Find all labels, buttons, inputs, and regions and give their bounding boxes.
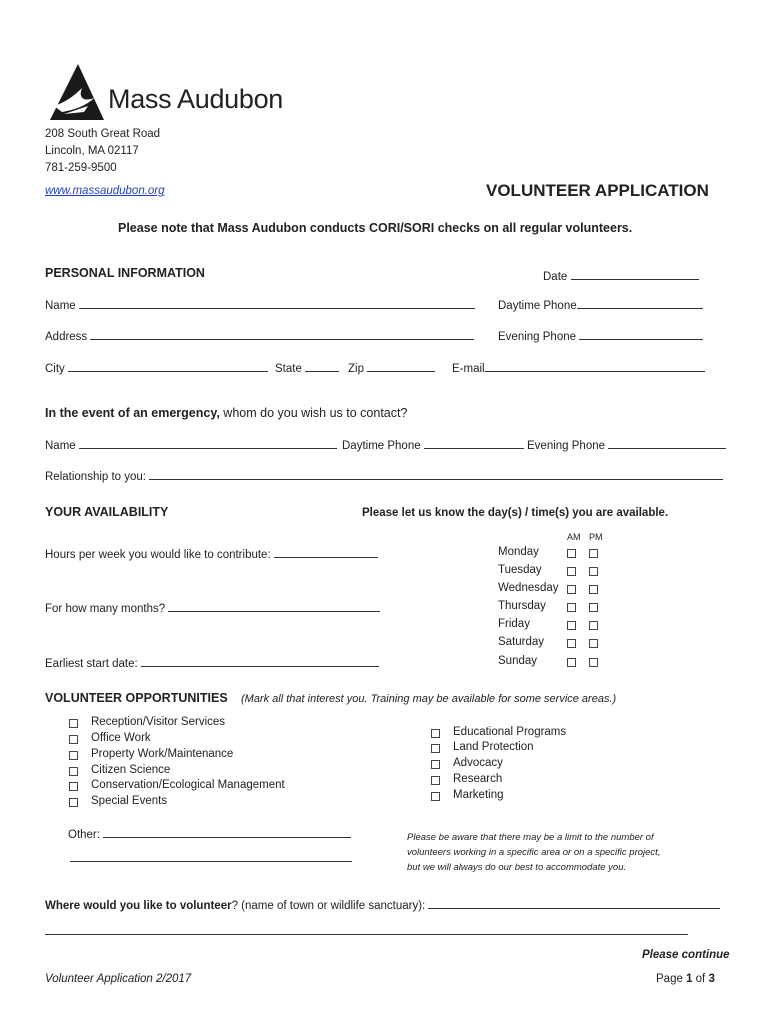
thursday-am-checkbox[interactable] <box>567 603 576 612</box>
relationship-field[interactable] <box>45 468 723 483</box>
name-label: Name <box>45 300 76 312</box>
address-label: Address <box>45 331 88 343</box>
evening-phone-label: Evening Phone <box>498 331 577 343</box>
evening-phone-field[interactable] <box>498 328 703 343</box>
emergency-heading-rest: whom do you wish us to contact? <box>219 406 408 420</box>
list-item: Land Protection <box>453 741 534 753</box>
saturday-am-checkbox[interactable] <box>567 639 576 648</box>
start-date-field[interactable] <box>45 655 379 670</box>
website-link[interactable]: www.massaudubon.org <box>45 185 165 197</box>
emergency-name-field[interactable] <box>45 437 337 452</box>
other-field[interactable] <box>68 826 351 841</box>
pm-header: PM <box>589 532 603 542</box>
months-field[interactable] <box>45 600 380 615</box>
state-field[interactable] <box>275 360 339 375</box>
where-label-rest: ? (name of town or wildlife sanctuary): <box>231 900 426 912</box>
daytime-phone-label: Daytime Phone <box>498 300 577 312</box>
mass-audubon-bird-logo-icon <box>44 62 106 122</box>
opportunities-note: (Mark all that interest you. Training may be available for some service areas.) <box>241 693 617 705</box>
zip-field[interactable] <box>348 360 435 375</box>
date-field[interactable] <box>543 268 699 283</box>
org-address-line1: 208 South Great Road <box>45 128 161 140</box>
org-phone: 781-259-9500 <box>45 162 117 174</box>
special-events-checkbox[interactable] <box>69 798 78 807</box>
page-total: 3 <box>708 973 715 985</box>
emergency-name-label: Name <box>45 440 76 452</box>
tuesday-pm-checkbox[interactable] <box>589 567 598 576</box>
email-label: E-mail <box>452 363 485 375</box>
tuesday-am-checkbox[interactable] <box>567 567 576 576</box>
personal-info-heading: PERSONAL INFORMATION <box>45 266 205 280</box>
city-label: City <box>45 363 65 375</box>
day-label: Tuesday <box>498 564 542 576</box>
emergency-daytime-phone-label: Daytime Phone <box>342 440 421 452</box>
day-label: Friday <box>498 618 530 630</box>
page-prefix: Page <box>656 973 687 985</box>
land-protection-checkbox[interactable] <box>431 744 440 753</box>
emergency-evening-phone-field[interactable] <box>527 437 726 452</box>
logo <box>44 62 304 124</box>
saturday-pm-checkbox[interactable] <box>589 639 598 648</box>
marketing-checkbox[interactable] <box>431 792 440 801</box>
property-work-checkbox[interactable] <box>69 751 78 760</box>
list-item: Advocacy <box>453 757 503 769</box>
citizen-science-checkbox[interactable] <box>69 767 78 776</box>
where-volunteer-line-2[interactable] <box>45 934 688 935</box>
other-line-2[interactable] <box>70 861 352 862</box>
list-item: Marketing <box>453 789 504 801</box>
address-field[interactable] <box>45 328 474 343</box>
list-item: Office Work <box>91 732 151 744</box>
state-label: State <box>275 363 302 375</box>
limit-note-line2: volunteers working in a specific area or on a specific project, <box>407 847 661 858</box>
limit-note-line3: but we will always do our best to accommodate you. <box>407 862 627 873</box>
emergency-heading <box>45 406 407 420</box>
zip-label: Zip <box>348 363 364 375</box>
emergency-evening-phone-label: Evening Phone <box>527 440 606 452</box>
page-number <box>656 973 715 985</box>
emergency-daytime-phone-field[interactable] <box>342 437 524 452</box>
daytime-phone-field[interactable] <box>498 297 703 312</box>
city-field[interactable] <box>45 360 268 375</box>
list-item: Reception/Visitor Services <box>91 716 226 728</box>
day-label: Wednesday <box>498 582 559 594</box>
friday-am-checkbox[interactable] <box>567 621 576 630</box>
list-item: Property Work/Maintenance <box>91 748 234 760</box>
form-id: Volunteer Application 2/2017 <box>45 973 192 985</box>
thursday-pm-checkbox[interactable] <box>589 603 598 612</box>
wednesday-am-checkbox[interactable] <box>567 585 576 594</box>
document-title: VOLUNTEER APPLICATION <box>486 181 709 200</box>
limit-note-line1: Please be aware that there may be a limit to the number of <box>407 832 654 843</box>
list-item: Educational Programs <box>453 726 567 738</box>
conservation-checkbox[interactable] <box>69 782 78 791</box>
other-label: Other: <box>68 829 100 841</box>
friday-pm-checkbox[interactable] <box>589 621 598 630</box>
sunday-pm-checkbox[interactable] <box>589 658 598 667</box>
day-label: Sunday <box>498 655 538 667</box>
wednesday-pm-checkbox[interactable] <box>589 585 598 594</box>
list-item: Special Events <box>91 795 168 807</box>
monday-am-checkbox[interactable] <box>567 549 576 558</box>
where-volunteer-field[interactable] <box>45 897 720 912</box>
advocacy-checkbox[interactable] <box>431 760 440 769</box>
org-address-line2: Lincoln, MA 02117 <box>45 145 139 157</box>
cori-notice: Please note that Mass Audubon conducts CORI/SORI checks on all regular volunteers. <box>118 221 633 235</box>
day-label: Thursday <box>498 600 546 612</box>
office-work-checkbox[interactable] <box>69 735 78 744</box>
hours-per-week-label: Hours per week you would like to contribute: <box>45 549 271 561</box>
educational-programs-checkbox[interactable] <box>431 729 440 738</box>
email-field[interactable] <box>452 360 705 375</box>
where-label-bold: Where would you like to volunteer <box>45 900 232 912</box>
page-mid: of <box>692 973 709 985</box>
months-label: For how many months? <box>45 603 166 615</box>
page-current: 1 <box>686 973 693 985</box>
emergency-heading-bold: In the event of an emergency, <box>45 406 220 420</box>
list-item: Citizen Science <box>91 764 171 776</box>
list-item: Research <box>453 773 503 785</box>
please-continue: Please continue <box>642 949 730 961</box>
start-date-label: Earliest start date: <box>45 658 138 670</box>
day-label: Saturday <box>498 636 545 648</box>
am-header: AM <box>567 532 581 542</box>
availability-heading: YOUR AVAILABILITY <box>45 505 169 519</box>
hours-per-week-field[interactable] <box>45 546 378 561</box>
opportunities-heading: VOLUNTEER OPPORTUNITIES <box>45 691 228 705</box>
availability-instruction: Please let us know the day(s) / time(s) you are available. <box>362 507 669 519</box>
sunday-am-checkbox[interactable] <box>567 658 576 667</box>
reception-checkbox[interactable] <box>69 719 78 728</box>
logo-text: Mass Audubon <box>108 84 284 114</box>
monday-pm-checkbox[interactable] <box>589 549 598 558</box>
research-checkbox[interactable] <box>431 776 440 785</box>
name-field[interactable] <box>45 297 475 312</box>
date-label: Date <box>543 271 568 283</box>
day-label: Monday <box>498 546 539 558</box>
relationship-label: Relationship to you: <box>45 471 147 483</box>
list-item: Conservation/Ecological Management <box>91 779 285 791</box>
